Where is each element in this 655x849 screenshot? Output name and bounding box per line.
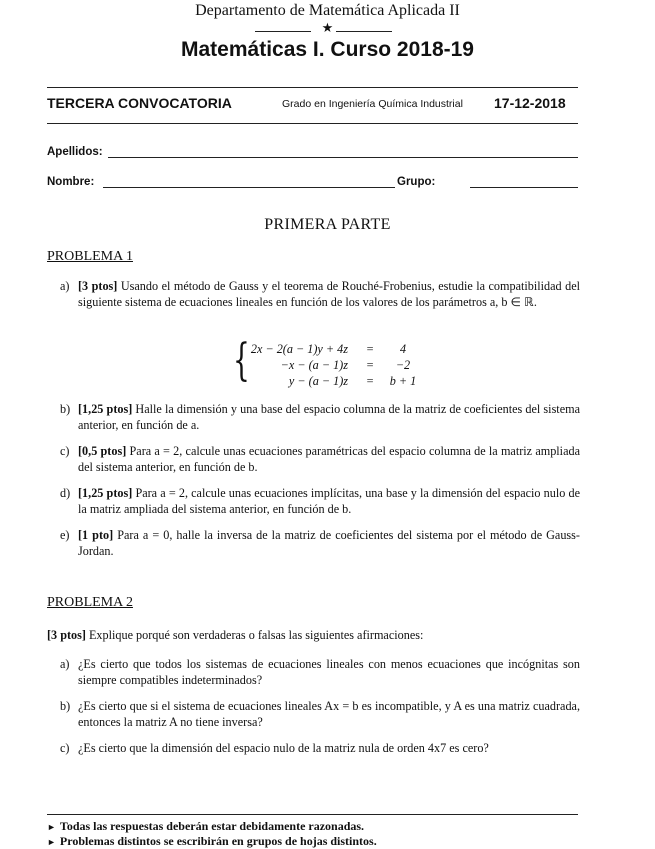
problema1-item-c <box>60 443 580 475</box>
item-label: c) <box>60 741 70 755</box>
problema2-heading: PROBLEMA 2 <box>47 595 133 610</box>
intro-text: Explique porqué son verdaderas o falsas las siguientes afirmaciones: <box>85 628 424 642</box>
item-label: b) <box>60 402 71 416</box>
problema1-item-e <box>60 527 580 559</box>
item-text: ¿Es cierto que la dimensión del espacio nulo de la matriz nula de orden 4x7 es cero? <box>78 741 489 755</box>
grupo-label: Grupo: <box>397 176 436 188</box>
eq2-lhs: −x − (a − 1)z <box>280 358 348 372</box>
item-points: [0,5 ptos] <box>78 444 127 458</box>
intro-points: [3 ptos] <box>47 628 86 642</box>
footer-note-1 <box>47 819 364 834</box>
item-points: [1,25 ptos] <box>78 486 133 500</box>
problema1-item-a <box>60 278 580 310</box>
footer-note-text: Problemas distintos se escribirán en grupos de hojas distintos. <box>59 834 377 848</box>
problema1-item-b <box>60 401 580 433</box>
item-label: b) <box>60 699 71 713</box>
triangle-icon: ► <box>47 822 56 832</box>
item-text: ¿Es cierto que todos los sistemas de ecuaciones lineales con menos ecuaciones que incógnitas son siempre compatibles indeterminados? <box>78 657 580 687</box>
item-points: [1 pto] <box>78 528 114 542</box>
apellidos-field[interactable] <box>108 157 578 158</box>
star-icon: ★ <box>321 21 334 36</box>
footer-note-2 <box>47 834 377 849</box>
eq3-sign: = <box>366 374 374 388</box>
item-text: Para a = 2, calcule unas ecuaciones paramétricas del espacio columna de la matriz ampliada del sistema anterior, en función de b. <box>78 444 580 474</box>
equation-system <box>233 335 433 390</box>
grupo-field[interactable] <box>470 187 578 188</box>
nombre-field[interactable] <box>103 187 395 188</box>
top-rule <box>47 87 578 88</box>
item-text: Usando el método de Gauss y el teorema de Rouché-Frobenius, estudie la compatibilidad del siguiente sistema de ecuaciones lineales en función de los valores de los parámetros a, b ∈ ℝ. <box>78 279 581 309</box>
brace-icon: { <box>233 335 250 386</box>
problema2-intro <box>47 627 423 643</box>
problema1-item-d <box>60 485 580 517</box>
page-title: Matemáticas I. Curso 2018-19 <box>181 38 474 61</box>
problema2-item-b <box>60 698 580 730</box>
section-title: PRIMERA PARTE <box>264 216 391 233</box>
eq3-rhs: b + 1 <box>389 374 417 388</box>
footer-note-text: Todas las respuestas deberán estar debidamente razonadas. <box>59 819 365 833</box>
item-text: ¿Es cierto que si el sistema de ecuaciones lineales Ax = b es incompatible, y A es una matriz cuadrada, entonces la matriz A no tiene inversa? <box>78 699 580 729</box>
convocatoria: TERCERA CONVOCATORIA <box>47 95 232 111</box>
eq1-sign: = <box>366 342 374 356</box>
exam-date: 17-12-2018 <box>494 95 566 111</box>
triangle-icon: ► <box>47 837 56 847</box>
eq2-sign: = <box>366 358 374 372</box>
problema2-item-a <box>60 656 580 688</box>
problema1-heading: PROBLEMA 1 <box>47 249 133 264</box>
item-text: Halle la dimensión y una base del espacio columna de la matriz de coeficientes del sistema anterior, en función de a. <box>78 402 580 432</box>
item-label: d) <box>60 486 71 500</box>
footer-rule <box>47 814 578 815</box>
item-label: a) <box>60 657 70 671</box>
item-text: Para a = 2, calcule unas ecuaciones implícitas, una base y la dimensión del espacio nulo de la matriz ampliada del sistema anterior, en función de b. <box>78 486 580 516</box>
apellidos-label: Apellidos: <box>47 146 103 158</box>
bottom-rule <box>47 123 578 124</box>
eq1-rhs: 4 <box>399 342 407 356</box>
eq3-lhs: y − (a − 1)z <box>288 374 348 388</box>
item-text: Para a = 0, halle la inversa de la matriz de coeficientes del sistema por el método de Gauss-Jordan. <box>78 528 580 558</box>
item-label: a) <box>60 279 70 293</box>
eq1-lhs: 2x − 2(a − 1)y + 4z <box>250 342 348 356</box>
header-rule-right <box>336 31 392 32</box>
eq2-rhs: −2 <box>395 358 411 372</box>
item-points: [3 ptos] <box>78 279 118 293</box>
item-label: e) <box>60 528 70 542</box>
item-label: c) <box>60 444 70 458</box>
problema2-item-c <box>60 740 580 756</box>
department-name: Departamento de Matemática Aplicada II <box>195 2 460 19</box>
degree-name: Grado en Ingeniería Química Industrial <box>282 98 463 110</box>
nombre-label: Nombre: <box>47 176 95 188</box>
item-points: [1,25 ptos] <box>78 402 133 416</box>
